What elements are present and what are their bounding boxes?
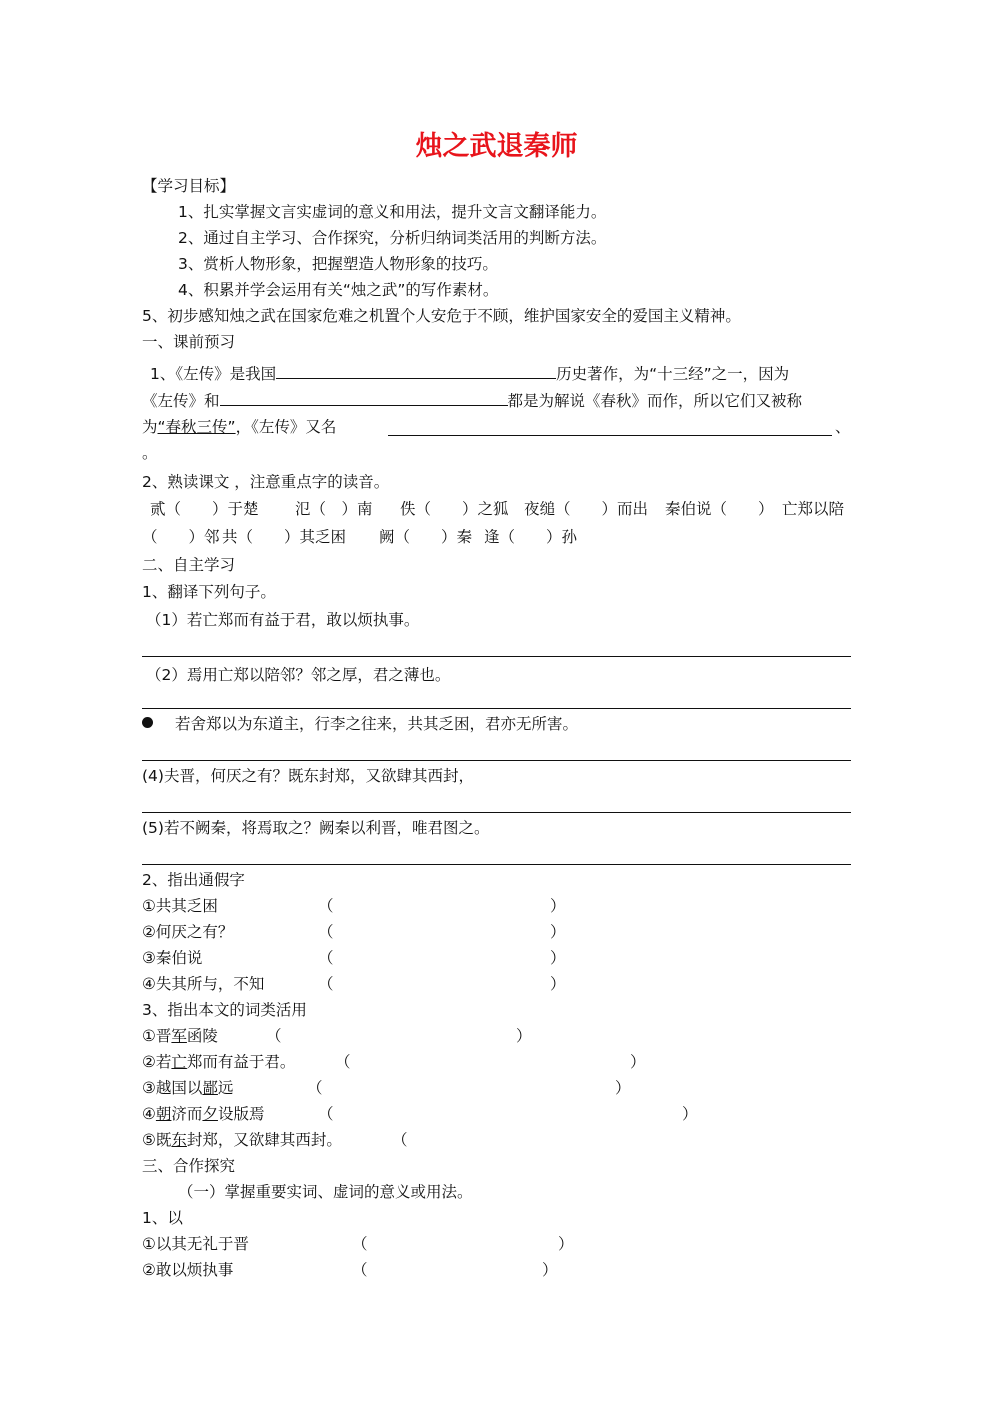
- reading-item: 秦伯说（ ）: [665, 500, 774, 518]
- translate-sentence-5: (5)若不阙秦，将焉取之？阙秦以利晋，唯君图之。: [142, 819, 490, 837]
- paren-close: ）: [630, 1053, 646, 1071]
- self-study-heading: 二、自主学习: [142, 556, 236, 574]
- translate-sentence-2: （2）焉用亡郑以陪邻？邻之厚，君之薄也。: [146, 666, 451, 684]
- coop-item: ②敢以烦执事: [142, 1261, 234, 1279]
- paren-close: ）: [558, 1235, 574, 1253]
- preview-q1-line2: [142, 389, 802, 411]
- tongjia-heading: 2、指出通假字: [142, 871, 245, 889]
- paren-close: ）: [516, 1027, 532, 1045]
- huoyong-item: [142, 1078, 233, 1098]
- item-text: 郑而有益于君。: [186, 1053, 296, 1071]
- q1-text: 为: [142, 418, 158, 436]
- paren-open: （: [335, 1053, 351, 1071]
- paren-open: （: [318, 1105, 334, 1123]
- tongjia-item: ②何厌之有？: [142, 923, 234, 941]
- underlined-word: 夕: [202, 1105, 218, 1123]
- answer-line[interactable]: [142, 656, 851, 657]
- paren-close: ）: [615, 1079, 631, 1097]
- q1-text: 1、《左传》是我国: [150, 365, 277, 383]
- reading-item: 共（ ）其乏困: [222, 528, 347, 546]
- underlined-word: 军: [171, 1027, 187, 1045]
- underlined-word: 朝: [155, 1105, 172, 1123]
- item-text: 函陵: [186, 1027, 218, 1045]
- preview-q1-line3: [142, 417, 852, 437]
- huoyong-item: [142, 1052, 295, 1072]
- paren-open: （: [318, 949, 334, 967]
- tongjia-item: ③秦伯说: [142, 949, 203, 967]
- underlined-word: 东: [171, 1131, 187, 1149]
- q1-underlined-term: “春秋三传”: [157, 418, 236, 436]
- huoyong-item: [142, 1130, 342, 1150]
- paren-open: （: [318, 897, 334, 915]
- item-text: ⑤既: [142, 1131, 172, 1149]
- huoyong-heading: 3、指出本文的词类活用: [142, 1001, 307, 1019]
- preview-heading: 一、课前预习: [142, 333, 236, 351]
- reading-item: 夜缒（ ）而出: [524, 500, 649, 518]
- objective-item: 5、初步感知烛之武在国家危难之机置个人安危于不顾，维护国家安全的爱国主义精神。: [142, 307, 741, 325]
- paren-close: ）: [550, 923, 566, 941]
- paren-open: （: [318, 975, 334, 993]
- q1-text: 都是为解说《春秋》而作，所以它们又被称: [507, 392, 803, 410]
- paren-close: ）: [682, 1105, 698, 1123]
- huoyong-item: [142, 1026, 218, 1046]
- coop-item: ①以其无礼于晋: [142, 1235, 249, 1253]
- paren-close: ）: [550, 949, 566, 967]
- item-text: 济而: [171, 1105, 203, 1123]
- objective-item: 2、通过自主学习、合作探究，分析归纳词类活用的判断方法。: [178, 229, 607, 247]
- item-text: ①晋: [142, 1027, 172, 1045]
- translate-sentence-3: [142, 714, 578, 734]
- document-title: 烛之武退秦师: [415, 131, 578, 162]
- q1-text: 、: [835, 418, 851, 436]
- q1-text: ，《左传》又名: [235, 418, 337, 436]
- coop-subheading: （一）掌握重要实词、虚词的意义或用法。: [178, 1183, 473, 1201]
- q1-text: 历史著作，为“十三经”之一，因为: [556, 365, 790, 383]
- item-text: 远: [217, 1079, 234, 1097]
- reading-item: 阙（ ）秦: [379, 528, 473, 546]
- tongjia-item: ①共其乏困: [142, 897, 218, 915]
- underlined-word: 亡: [171, 1053, 187, 1071]
- fill-blank[interactable]: [388, 419, 832, 436]
- bullet-icon: [142, 717, 153, 728]
- reading-item: （ ）邻: [142, 528, 220, 546]
- objective-item: 1、扎实掌握文言实虚词的意义和用法，提升文言文翻译能力。: [178, 203, 607, 221]
- reading-item: 逢（ ）孙: [484, 528, 578, 546]
- huoyong-item: [142, 1104, 264, 1124]
- paren-close: ）: [550, 975, 566, 993]
- tongjia-item: ④失其所与，不知: [142, 975, 265, 993]
- coop-heading: 三、合作探究: [142, 1157, 236, 1175]
- fill-blank[interactable]: [276, 362, 556, 379]
- reading-item: 佚（ ）之狐: [400, 500, 509, 518]
- paren-close: ）: [542, 1261, 558, 1279]
- paren-open: （: [307, 1079, 323, 1097]
- paren-close: ）: [550, 897, 566, 915]
- paren-open: （: [392, 1131, 408, 1149]
- preview-q1-line1: [150, 362, 789, 384]
- paren-open: （: [266, 1027, 282, 1045]
- item-text: 封郑，又欲肆其西封。: [186, 1131, 342, 1149]
- item-text: 设版焉: [217, 1105, 265, 1123]
- underlined-word: 鄙: [202, 1079, 218, 1097]
- paren-open: （: [352, 1261, 368, 1279]
- coop-word: 1、以: [142, 1209, 183, 1227]
- preview-q1-end: 。: [142, 444, 158, 462]
- translate-sentence-1: （1）若亡郑而有益于君，敢以烦执事。: [146, 611, 420, 629]
- objective-item: 3、赏析人物形象，把握塑造人物形象的技巧。: [178, 255, 498, 273]
- paren-open: （: [352, 1235, 368, 1253]
- sentence-text: 若舍郑以为东道主，行李之往来，共其乏困，君亦无所害。: [175, 715, 579, 733]
- answer-line[interactable]: [142, 864, 851, 865]
- preview-q2-heading: 2、熟读课文 ，注意重点字的读音。: [142, 473, 390, 491]
- translate-heading: 1、翻译下列句子。: [142, 583, 276, 601]
- reading-item: 亡郑以陪: [782, 500, 845, 518]
- q1-text: 《左传》和: [142, 392, 220, 410]
- objectives-heading: 【学习目标】: [142, 177, 236, 195]
- paren-open: （: [318, 923, 334, 941]
- answer-line[interactable]: [142, 708, 851, 709]
- answer-line[interactable]: [142, 760, 851, 761]
- translate-sentence-4: (4)夫晋，何厌之有？既东封郑，又欲肆其西封，: [142, 767, 474, 785]
- answer-line[interactable]: [142, 812, 851, 813]
- item-text: ②若: [142, 1053, 172, 1071]
- item-text: ④: [142, 1105, 156, 1123]
- reading-item: 氾（ ）南: [295, 500, 373, 518]
- item-text: ③越国以: [142, 1079, 203, 1097]
- fill-blank[interactable]: [220, 389, 508, 406]
- reading-item: 贰（ ）于楚: [150, 500, 259, 518]
- objective-item: 4、积累并学会运用有关“烛之武”的写作素材。: [178, 281, 499, 299]
